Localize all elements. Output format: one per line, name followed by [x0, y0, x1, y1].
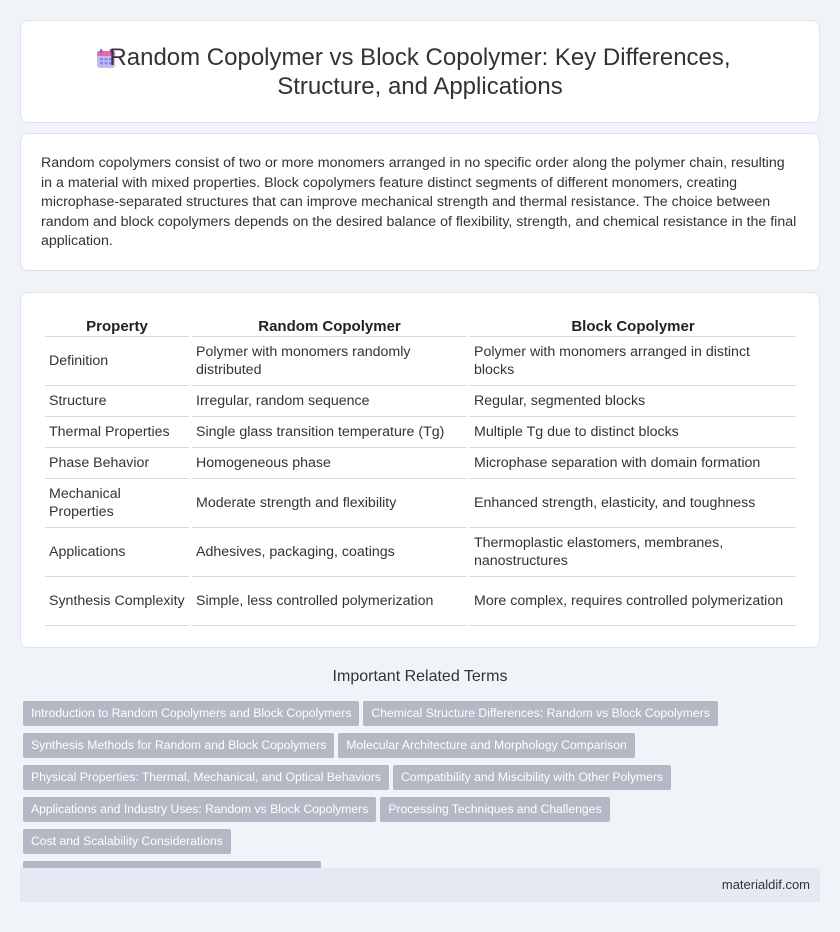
table-cell: Thermal Properties	[45, 417, 189, 448]
table-row	[45, 528, 796, 577]
footer	[20, 868, 820, 902]
table-cell: Polymer with monomers arranged in distinct blocks	[470, 337, 796, 386]
related-term-tag[interactable]: Chemical Structure Differences: Random vs Block Copolymers	[363, 701, 717, 726]
table-cell: Structure	[45, 386, 189, 417]
table-cell: More complex, requires controlled polymerization	[470, 577, 796, 626]
table-cell: Polymer with monomers randomly distributed	[192, 337, 467, 386]
table-cell: Synthesis Complexity	[45, 577, 189, 626]
related-term-tag[interactable]: Molecular Architecture and Morphology Comparison	[338, 733, 634, 758]
page-title: Random Copolymer vs Block Copolymer: Key Differences, Structure, and Applications	[109, 44, 731, 100]
table-row	[45, 386, 796, 417]
related-terms-heading: Important Related Terms	[332, 668, 508, 685]
table-header-row	[45, 316, 796, 337]
column-header-random: Random Copolymer	[192, 316, 467, 337]
intro-card	[20, 133, 820, 271]
table-cell: Thermoplastic elastomers, membranes, nanostructures	[470, 528, 796, 577]
table-cell: Regular, segmented blocks	[470, 386, 796, 417]
comparison-table	[42, 316, 799, 626]
column-header-property: Property	[45, 316, 189, 337]
table-row	[45, 479, 796, 528]
table-row	[45, 337, 796, 386]
table-cell: Enhanced strength, elasticity, and toughness	[470, 479, 796, 528]
related-term-tag[interactable]: Physical Properties: Thermal, Mechanical, and Optical Behaviors	[23, 765, 389, 790]
table-cell: Simple, less controlled polymerization	[192, 577, 467, 626]
table-row	[45, 577, 796, 626]
table-cell: Multiple Tg due to distinct blocks	[470, 417, 796, 448]
table-cell: Mechanical Properties	[45, 479, 189, 528]
footer-site-link[interactable]: materialdif.com	[721, 877, 810, 892]
table-cell: Definition	[45, 337, 189, 386]
table-cell: Irregular, random sequence	[192, 386, 467, 417]
table-cell: Microphase separation with domain formation	[470, 448, 796, 479]
column-header-block: Block Copolymer	[470, 316, 796, 337]
related-terms-list	[23, 701, 823, 893]
table-cell: Homogeneous phase	[192, 448, 467, 479]
related-term-tag[interactable]: Cost and Scalability Considerations	[23, 829, 231, 854]
related-term-tag[interactable]: Applications and Industry Uses: Random vs Block Copolymers	[23, 797, 376, 822]
related-term-tag[interactable]: Compatibility and Miscibility with Other Polymers	[393, 765, 671, 790]
table-row	[45, 448, 796, 479]
table-row	[45, 417, 796, 448]
related-term-tag[interactable]: Processing Techniques and Challenges	[380, 797, 609, 822]
related-term-tag[interactable]: Synthesis Methods for Random and Block Copolymers	[23, 733, 334, 758]
table-cell: Adhesives, packaging, coatings	[192, 528, 467, 577]
table-cell: Moderate strength and flexibility	[192, 479, 467, 528]
table-cell: Phase Behavior	[45, 448, 189, 479]
intro-paragraph: Random copolymers consist of two or more monomers arranged in no specific order along the polymer chain, resulting in a material with mixed properties. Block copolymers feature distinct segments of different monomers, creating microphase-separated structures that can improve mechanical strength and thermal resistance. The choice between random and block copolymers depends on the desired balance of flexibility, strength, and chemical resistance in the final application.	[41, 155, 797, 249]
table-cell: Applications	[45, 528, 189, 577]
related-term-tag[interactable]: Introduction to Random Copolymers and Block Copolymers	[23, 701, 359, 726]
title-card	[20, 20, 820, 123]
table-cell: Single glass transition temperature (Tg)	[192, 417, 467, 448]
comparison-table-card	[20, 292, 820, 648]
